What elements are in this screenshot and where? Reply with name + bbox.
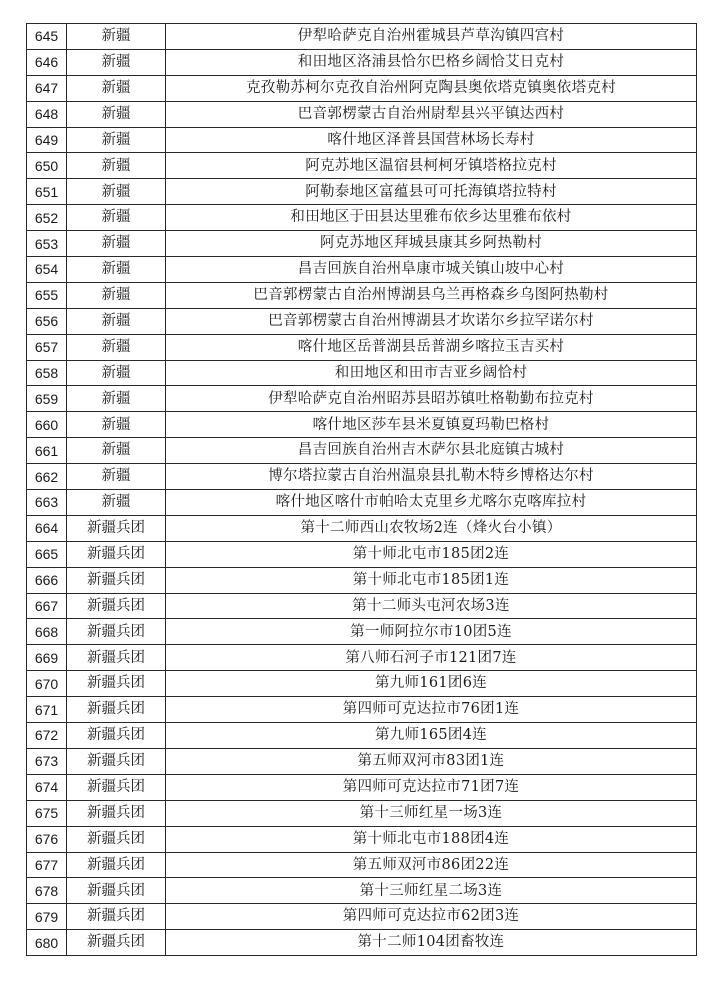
table-row bbox=[27, 438, 697, 464]
row-number-cell: 678 bbox=[27, 878, 67, 904]
table-row bbox=[27, 515, 697, 541]
province-cell: 新疆兵团 bbox=[67, 541, 166, 567]
table-row bbox=[27, 748, 697, 774]
village-name-cell: 第十师北屯市185团2连 bbox=[166, 541, 697, 567]
village-name-cell: 和田地区于田县达里雅布依乡达里雅布依村 bbox=[166, 205, 697, 231]
row-number-cell: 679 bbox=[27, 904, 67, 930]
table-row bbox=[27, 75, 697, 101]
table-row bbox=[27, 308, 697, 334]
row-number-cell: 646 bbox=[27, 49, 67, 75]
village-name-cell: 第九师165团4连 bbox=[166, 723, 697, 749]
table-row bbox=[27, 49, 697, 75]
row-number-cell: 654 bbox=[27, 257, 67, 283]
table-row bbox=[27, 645, 697, 671]
row-number-cell: 677 bbox=[27, 852, 67, 878]
province-cell: 新疆 bbox=[67, 308, 166, 334]
table-row bbox=[27, 826, 697, 852]
row-number-cell: 667 bbox=[27, 593, 67, 619]
province-cell: 新疆兵团 bbox=[67, 567, 166, 593]
village-name-cell: 阿勒泰地区富蕴县可可托海镇塔拉特村 bbox=[166, 179, 697, 205]
table-row bbox=[27, 153, 697, 179]
village-name-cell: 和田地区和田市吉亚乡阔恰村 bbox=[166, 360, 697, 386]
row-number-cell: 662 bbox=[27, 464, 67, 490]
row-number-cell: 648 bbox=[27, 101, 67, 127]
row-number-cell: 649 bbox=[27, 127, 67, 153]
village-name-cell: 昌吉回族自治州吉木萨尔县北庭镇古城村 bbox=[166, 438, 697, 464]
village-name-cell: 克孜勒苏柯尔克孜自治州阿克陶县奥依塔克镇奥依塔克村 bbox=[166, 75, 697, 101]
province-cell: 新疆兵团 bbox=[67, 878, 166, 904]
province-cell: 新疆兵团 bbox=[67, 671, 166, 697]
row-number-cell: 668 bbox=[27, 619, 67, 645]
province-cell: 新疆 bbox=[67, 282, 166, 308]
table-row bbox=[27, 334, 697, 360]
table-row bbox=[27, 593, 697, 619]
province-cell: 新疆 bbox=[67, 75, 166, 101]
table-row bbox=[27, 671, 697, 697]
row-number-cell: 651 bbox=[27, 179, 67, 205]
province-cell: 新疆 bbox=[67, 205, 166, 231]
table-row bbox=[27, 282, 697, 308]
province-cell: 新疆 bbox=[67, 127, 166, 153]
table-row bbox=[27, 878, 697, 904]
table-row bbox=[27, 360, 697, 386]
table-row bbox=[27, 231, 697, 257]
province-cell: 新疆兵团 bbox=[67, 697, 166, 723]
province-cell: 新疆兵团 bbox=[67, 748, 166, 774]
village-name-cell: 第四师可克达拉市62团3连 bbox=[166, 904, 697, 930]
village-name-cell: 伊犁哈萨克自治州昭苏县昭苏镇吐格勒勤布拉克村 bbox=[166, 386, 697, 412]
village-name-cell: 第四师可克达拉市71团7连 bbox=[166, 774, 697, 800]
table-row bbox=[27, 541, 697, 567]
village-name-cell: 喀什地区莎车县米夏镇夏玛勒巴格村 bbox=[166, 412, 697, 438]
row-number-cell: 672 bbox=[27, 723, 67, 749]
village-name-cell: 第五师双河市86团22连 bbox=[166, 852, 697, 878]
village-name-cell: 和田地区洛浦县恰尔巴格乡阔恰艾日克村 bbox=[166, 49, 697, 75]
table-row bbox=[27, 386, 697, 412]
row-number-cell: 653 bbox=[27, 231, 67, 257]
table-row bbox=[27, 697, 697, 723]
village-name-cell: 第一师阿拉尔市10团5连 bbox=[166, 619, 697, 645]
row-number-cell: 670 bbox=[27, 671, 67, 697]
province-cell: 新疆 bbox=[67, 386, 166, 412]
table-row bbox=[27, 567, 697, 593]
village-name-cell: 巴音郭楞蒙古自治州博湖县才坎诺尔乡拉罕诺尔村 bbox=[166, 308, 697, 334]
table-body bbox=[27, 24, 697, 956]
row-number-cell: 663 bbox=[27, 490, 67, 516]
village-name-cell: 博尔塔拉蒙古自治州温泉县扎勒木特乡博格达尔村 bbox=[166, 464, 697, 490]
province-cell: 新疆兵团 bbox=[67, 800, 166, 826]
province-cell: 新疆兵团 bbox=[67, 723, 166, 749]
village-name-cell: 巴音郭楞蒙古自治州博湖县乌兰再格森乡乌图阿热勒村 bbox=[166, 282, 697, 308]
row-number-cell: 674 bbox=[27, 774, 67, 800]
province-cell: 新疆兵团 bbox=[67, 619, 166, 645]
village-name-cell: 第十二师西山农牧场2连（烽火台小镇） bbox=[166, 515, 697, 541]
village-name-cell: 巴音郭楞蒙古自治州尉犁县兴平镇达西村 bbox=[166, 101, 697, 127]
village-name-cell: 第十二师104团畜牧连 bbox=[166, 930, 697, 956]
table-row bbox=[27, 464, 697, 490]
province-cell: 新疆 bbox=[67, 49, 166, 75]
row-number-cell: 659 bbox=[27, 386, 67, 412]
province-cell: 新疆兵团 bbox=[67, 904, 166, 930]
village-name-cell: 第十三师红星一场3连 bbox=[166, 800, 697, 826]
province-cell: 新疆兵团 bbox=[67, 774, 166, 800]
province-cell: 新疆兵团 bbox=[67, 593, 166, 619]
province-cell: 新疆 bbox=[67, 438, 166, 464]
village-name-cell: 第八师石河子市121团7连 bbox=[166, 645, 697, 671]
row-number-cell: 645 bbox=[27, 24, 67, 50]
village-name-cell: 第十师北屯市188团4连 bbox=[166, 826, 697, 852]
row-number-cell: 652 bbox=[27, 205, 67, 231]
row-number-cell: 673 bbox=[27, 748, 67, 774]
row-number-cell: 650 bbox=[27, 153, 67, 179]
table-row bbox=[27, 101, 697, 127]
row-number-cell: 657 bbox=[27, 334, 67, 360]
village-name-cell: 喀什地区泽普县国营林场长寿村 bbox=[166, 127, 697, 153]
table-row bbox=[27, 179, 697, 205]
village-name-cell: 喀什地区岳普湖县岳普湖乡喀拉玉吉买村 bbox=[166, 334, 697, 360]
province-cell: 新疆 bbox=[67, 360, 166, 386]
province-cell: 新疆兵团 bbox=[67, 930, 166, 956]
province-cell: 新疆 bbox=[67, 153, 166, 179]
row-number-cell: 665 bbox=[27, 541, 67, 567]
village-name-cell: 第九师161团6连 bbox=[166, 671, 697, 697]
village-name-cell: 昌吉回族自治州阜康市城关镇山坡中心村 bbox=[166, 257, 697, 283]
province-cell: 新疆 bbox=[67, 490, 166, 516]
row-number-cell: 655 bbox=[27, 282, 67, 308]
row-number-cell: 676 bbox=[27, 826, 67, 852]
province-cell: 新疆 bbox=[67, 179, 166, 205]
province-cell: 新疆兵团 bbox=[67, 645, 166, 671]
province-cell: 新疆 bbox=[67, 231, 166, 257]
row-number-cell: 664 bbox=[27, 515, 67, 541]
village-name-cell: 阿克苏地区拜城县康其乡阿热勒村 bbox=[166, 231, 697, 257]
table-row bbox=[27, 800, 697, 826]
village-name-cell: 第五师双河市83团1连 bbox=[166, 748, 697, 774]
row-number-cell: 656 bbox=[27, 308, 67, 334]
table-row bbox=[27, 205, 697, 231]
table-row bbox=[27, 24, 697, 50]
table-row bbox=[27, 852, 697, 878]
province-cell: 新疆兵团 bbox=[67, 515, 166, 541]
village-name-cell: 第十师北屯市185团1连 bbox=[166, 567, 697, 593]
village-name-cell: 伊犁哈萨克自治州霍城县芦草沟镇四宫村 bbox=[166, 24, 697, 50]
row-number-cell: 669 bbox=[27, 645, 67, 671]
row-number-cell: 671 bbox=[27, 697, 67, 723]
table-row bbox=[27, 723, 697, 749]
row-number-cell: 647 bbox=[27, 75, 67, 101]
village-list-table bbox=[26, 23, 697, 956]
province-cell: 新疆 bbox=[67, 257, 166, 283]
village-name-cell: 喀什地区喀什市帕哈太克里乡尤喀尔克喀库拉村 bbox=[166, 490, 697, 516]
village-name-cell: 第十三师红星二场3连 bbox=[166, 878, 697, 904]
row-number-cell: 680 bbox=[27, 930, 67, 956]
row-number-cell: 666 bbox=[27, 567, 67, 593]
province-cell: 新疆 bbox=[67, 464, 166, 490]
province-cell: 新疆兵团 bbox=[67, 852, 166, 878]
row-number-cell: 660 bbox=[27, 412, 67, 438]
village-name-cell: 第四师可克达拉市76团1连 bbox=[166, 697, 697, 723]
table-row bbox=[27, 774, 697, 800]
table-row bbox=[27, 412, 697, 438]
row-number-cell: 675 bbox=[27, 800, 67, 826]
village-name-cell: 阿克苏地区温宿县柯柯牙镇塔格拉克村 bbox=[166, 153, 697, 179]
table-row bbox=[27, 257, 697, 283]
table-row bbox=[27, 619, 697, 645]
row-number-cell: 661 bbox=[27, 438, 67, 464]
province-cell: 新疆 bbox=[67, 412, 166, 438]
province-cell: 新疆兵团 bbox=[67, 826, 166, 852]
table-row bbox=[27, 127, 697, 153]
table-row bbox=[27, 930, 697, 956]
province-cell: 新疆 bbox=[67, 24, 166, 50]
table-row bbox=[27, 904, 697, 930]
row-number-cell: 658 bbox=[27, 360, 67, 386]
province-cell: 新疆 bbox=[67, 334, 166, 360]
table-row bbox=[27, 490, 697, 516]
village-name-cell: 第十二师头屯河农场3连 bbox=[166, 593, 697, 619]
province-cell: 新疆 bbox=[67, 101, 166, 127]
